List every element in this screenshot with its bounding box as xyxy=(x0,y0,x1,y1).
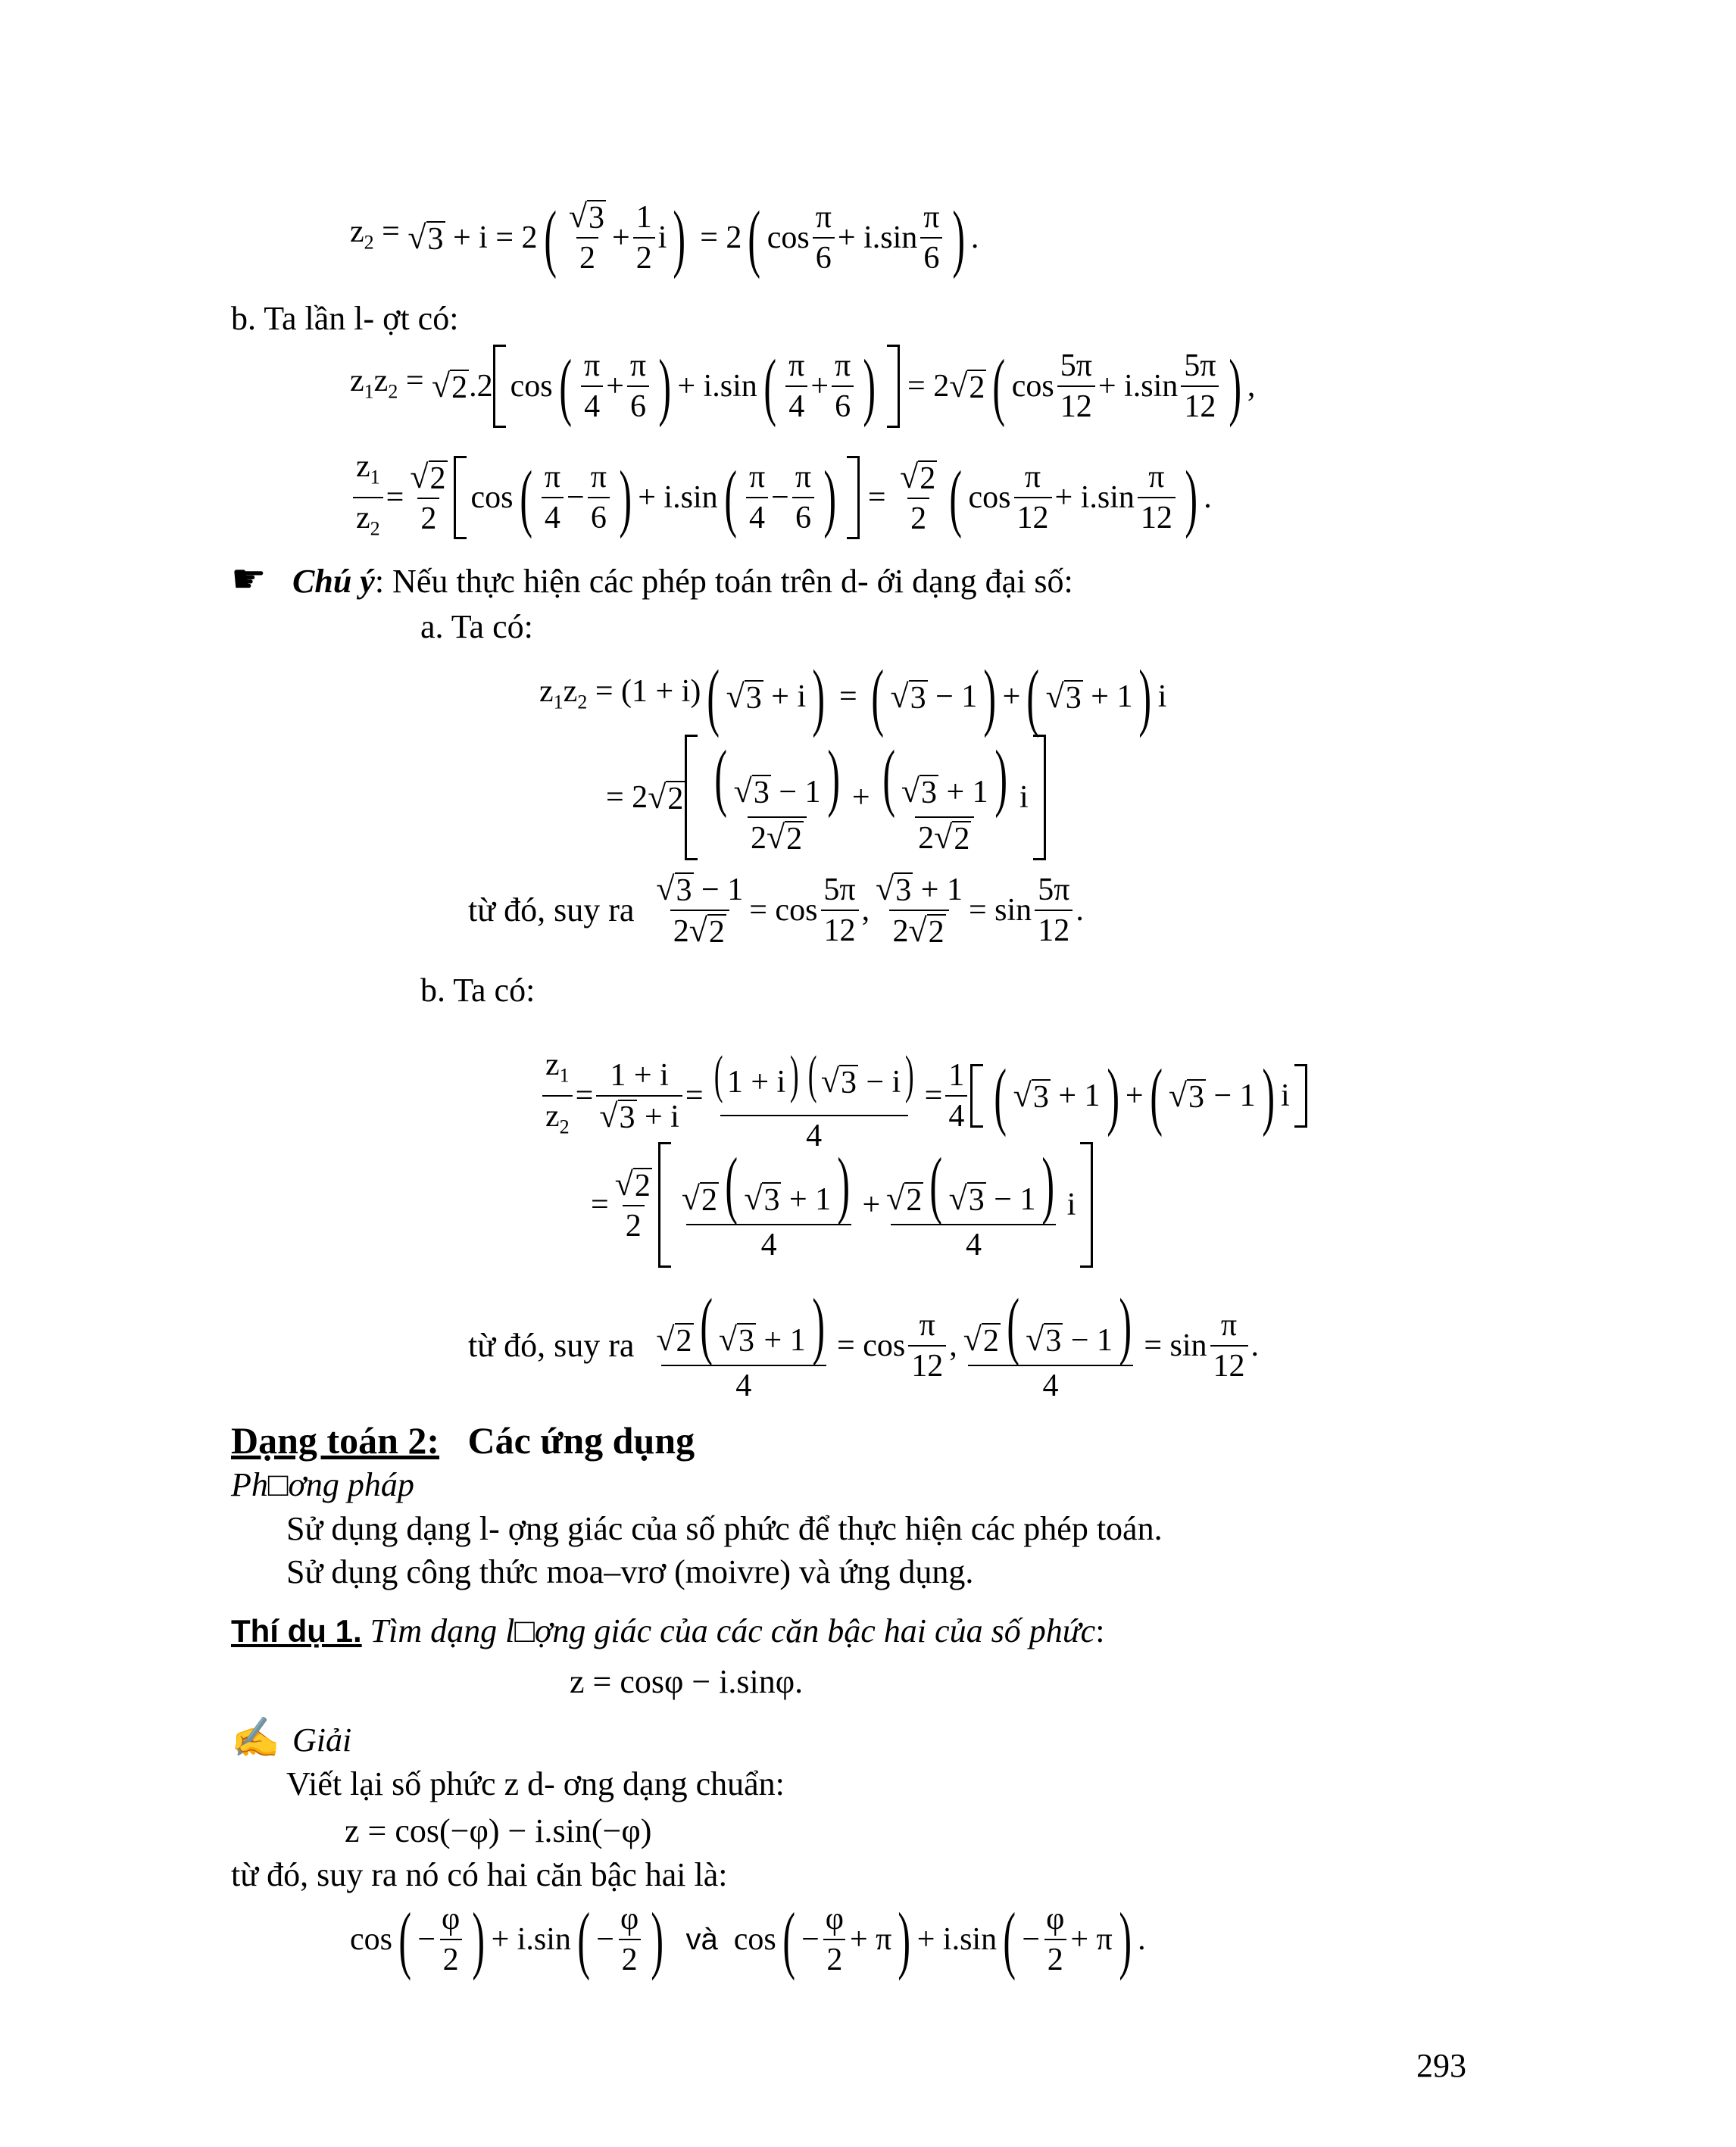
method-line-2: Sử dụng công thức moa–vrơ (moivre) và ứng dụng. xyxy=(286,1553,974,1590)
from-that-text: từ đó, suy ra xyxy=(468,891,635,928)
solution-step-3: từ đó, suy ra nó có hai căn bậc hai là: xyxy=(231,1856,728,1893)
b-intro: b. Ta lần l- ợt có: xyxy=(231,300,459,337)
eq-z1-over-z2-trig: $\frac{z_1}{z_2}$ = √ 2 2 cos ( $\frac{\pi}{4}$ − $\frac{\pi}{6}$ ) + i.sin ( $\frac{\pi}{4}$ − $\frac{\pi}{6}$ ) = √ 2 2 ( cos $\frac{\pi}{12}$ + i.sin $\frac{\pi}{12}$ ) . xyxy=(350,448,1212,548)
section-heading-label: Dạng toán 2: xyxy=(231,1419,440,1462)
example-prompt: Tìm dạng l□ợng giác của các căn bậc hai của số phức xyxy=(370,1612,1096,1649)
from-that-text-2: từ đó, suy ra xyxy=(468,1327,635,1364)
method-label: Ph□ơng pháp xyxy=(231,1466,414,1503)
eq-conclusion-a: từ đó, suy ra √ 3 − 1 2 √ 2 = cos $\frac{5\pi}{12}$ , √ 3 + 1 2 √ 2 = sin $\frac{5\pi}{12}$ . xyxy=(468,870,1084,950)
writing-hand-icon: ✍ xyxy=(231,1717,280,1760)
pointing-hand-icon: ☛ xyxy=(231,558,267,601)
eq-z1z2-trig: $z_1z_2$ = √ 2 .2 cos ( $\frac{\pi}{4}$ + $\frac{\pi}{6}$ ) + i.sin ( $\frac{\pi}{4}$ + $\frac{\pi}{6}$ ) = 2 √ 2 ( cos $\frac{5\pi}{12}$ + i.sin $\frac{5\pi}{12}$ ) , xyxy=(350,344,1256,428)
eq-conclusion-b: từ đó, suy ra √ 2 ( √ 3 + 1) 4 = cos $\frac{\pi}{12}$ , √ 2 ( √ 3 − 1) 4 = sin $\frac{\pi}{12}$ . xyxy=(468,1283,1260,1403)
example-prompt-colon: : xyxy=(1095,1612,1105,1649)
eq-z1-over-z2-algebraic: $\frac{z_1}{z_2}$ = 1 + i √ 3 + i = ( 1 + i) ( √ 3 − i) 4 = $\frac{1}{4}$ ( √ 3 + 1 ) + ( √ 3 − 1 ) i xyxy=(539,1038,1307,1154)
note-label: Chú ý xyxy=(292,563,375,600)
example-line xyxy=(231,1612,1104,1651)
page-number: 293 xyxy=(1416,2047,1466,2084)
section-heading xyxy=(231,1418,695,1463)
a-intro: a. Ta có: xyxy=(420,608,533,645)
note-line xyxy=(231,560,1073,601)
b2-intro: b. Ta có: xyxy=(420,972,535,1009)
and-word: và xyxy=(685,1923,718,1956)
eq-z1z2-normalized: = 2 √ 2 ( √ 3 − 1) 2 √ 2 + ( √ 3 + 1) 2 √ 2 i xyxy=(606,735,1046,860)
example-equation: z = cosφ − i.sinφ. xyxy=(570,1663,804,1700)
section-heading-title: Các ứng dụng xyxy=(467,1419,695,1462)
eq-z2-trig: $z_2$ = √ 3 + i = 2 ( √ 3 2 + $\frac{1}{2}$ i ) = 2 ( cos $\frac{\pi}{6}$ + i.sin $\frac{\pi}{6}$ ) . xyxy=(350,195,979,279)
note-text: : Nếu thực hiện các phép toán trên d- ới dạng đại số: xyxy=(374,563,1073,600)
solution-line xyxy=(231,1719,351,1760)
solution-label: Giải xyxy=(292,1721,352,1758)
example-label: Thí dụ 1. xyxy=(231,1613,362,1649)
eq-z1z2-algebraic: $z_1z_2 = (1 + i)$ ( √ 3 + i ) = ( √ 3 − 1 ) + ( √ 3 + 1 ) i xyxy=(539,654,1167,738)
method-line-1: Sử dụng dạng l- ợng giác của số phức để thực hiện các phép toán. xyxy=(286,1510,1163,1547)
solution-step-2: z = cos(−φ) − i.sin(−φ) xyxy=(345,1812,652,1849)
eq-z1-over-z2-normalized: = √ 2 2 √ 2 ( √ 3 + 1) 4 + √ 2 ( √ 3 − 1) 4 i xyxy=(591,1142,1093,1268)
solution-step-1: Viết lại số phức z d- ơng dạng chuẩn: xyxy=(286,1765,785,1802)
eq-square-roots: cos ( − $\frac{\varphi}{2}$ ) + i.sin ( − $\frac{\varphi}{2}$ ) và cos ( − $\frac{\varphi}{2}$ + π ) + i.sin ( − $\frac{\varphi}{2}$ + π ) . xyxy=(350,1897,1146,1981)
